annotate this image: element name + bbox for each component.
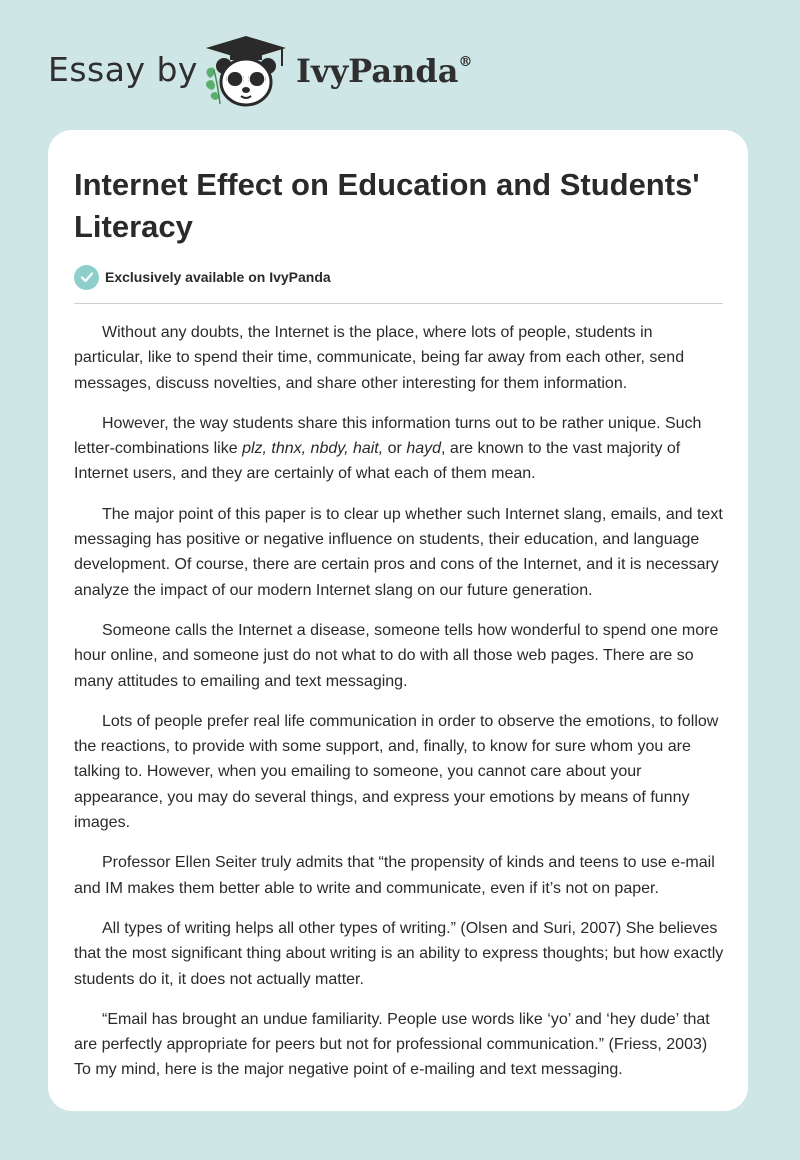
- paragraph: Someone calls the Internet a disease, someone tells how wonderful to spend one more hour online, and someone just do not what to do with all those web pages. There are so many attitudes to emailing and text messaging.: [74, 621, 719, 690]
- essay-card: [48, 130, 748, 1111]
- essay-body: [74, 320, 724, 1098]
- exclusive-badge-text: Exclusively available on IvyPanda: [105, 269, 331, 285]
- essay-title: Internet Effect on Education and Students' Literacy: [74, 167, 700, 244]
- paragraph: “Email has brought an undue familiarity. People use words like ‘yo’ and ‘hey dude’ that are perfectly appropriate for peers but not for professional communication.” (Friess, 2003) To my mind, here is the major negative point of e-mailing and text messaging.: [74, 1010, 710, 1079]
- paragraph: Without any doubts, the Internet is the place, where lots of people, students in particular, like to spend their time, communicate, being far away from each other, send messages, discuss novelties, and share other interesting for them information.: [74, 324, 685, 392]
- paragraph: All types of writing helps all other types of writing.” (Olsen and Suri, 2007) She believes that the most significant thing about writing is an ability to express thoughts; but how exactly students do it, it does not actually matter.: [74, 919, 724, 988]
- title-divider: [74, 303, 723, 304]
- exclusive-badge: [74, 264, 331, 290]
- brand-name[interactable]: IvyPanda®: [296, 52, 473, 90]
- paragraph: Lots of people prefer real life communication in order to observe the emotions, to follow the reactions, to provide with some support, and, finally, to know for sure whom you are talking to. However, when you emailing to someone, you cannot care about your appearance, you may do several things, and express your emotions by means of funny images.: [74, 712, 719, 832]
- ivypanda-logo-icon[interactable]: [202, 34, 290, 110]
- essay-by-label: Essay by: [48, 50, 198, 89]
- paragraph: However, the way students share this information turns out to be rather unique. Such letter-combinations like plz, thnx, nbdy, hait, or hayd, are known to the vast majority of Internet users, and they are certainly of what each of them mean.: [74, 414, 702, 483]
- paragraph: Professor Ellen Seiter truly admits that “the propensity of kinds and teens to use e-mail and IM makes them better able to write and communicate, even if it’s not on paper.: [74, 854, 715, 897]
- check-icon: [74, 265, 99, 290]
- site-header: [0, 0, 800, 128]
- paragraph: The major point of this paper is to clear up whether such Internet slang, emails, and text messaging has positive or negative influence on students, their education, and language development. Of course, there are certain pros and cons of the Internet, and it is necessary analyze the impact of our modern Internet slang on our future generation.: [74, 505, 723, 599]
